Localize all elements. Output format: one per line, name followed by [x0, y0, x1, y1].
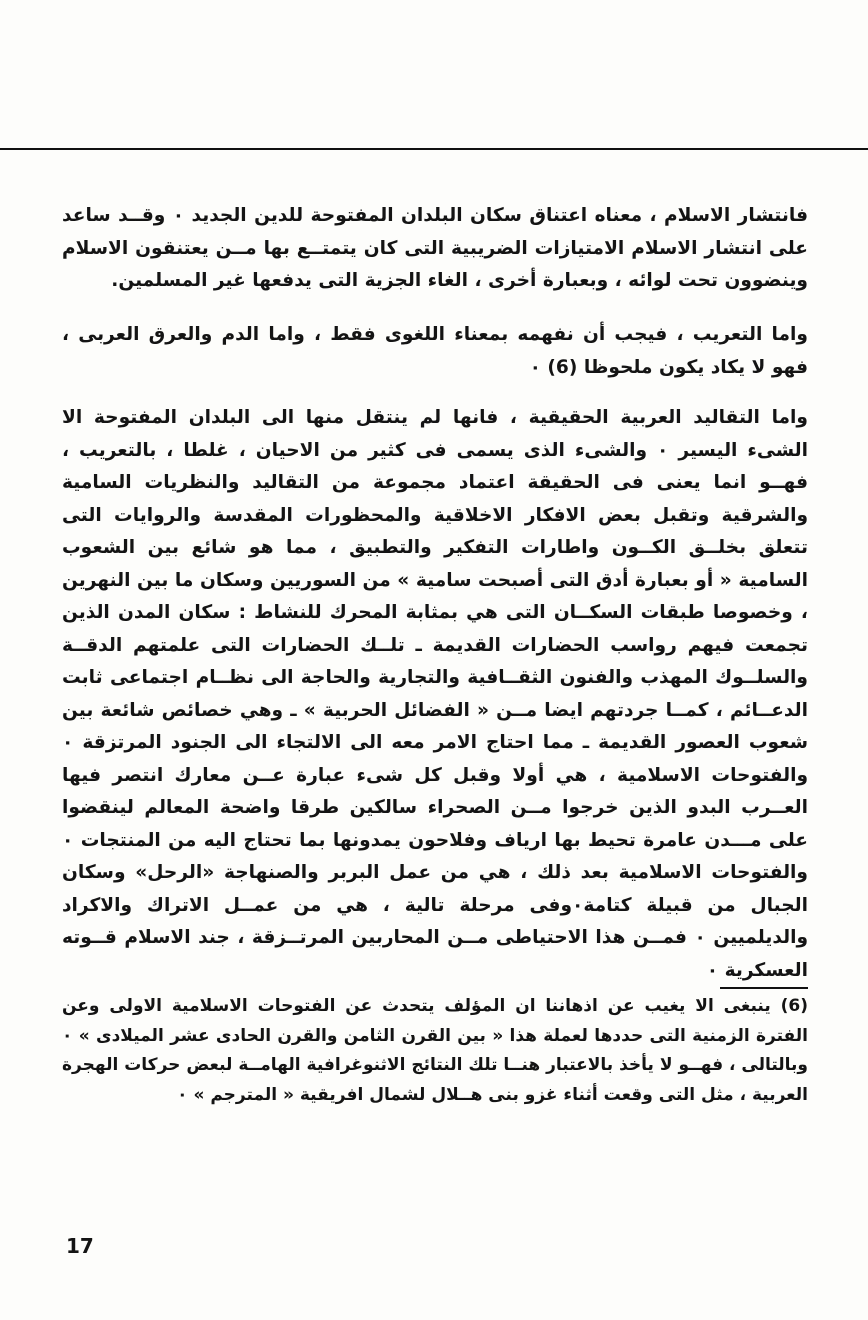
header-rule: [0, 148, 868, 150]
paragraph-text: واما التقاليد العربية الحقيقية ، فانها لم ينتقل منها الى البلدان المفتوحة الا الشىء اليسير ٠ والشىء الذى يسمى فى كثير من الاحيان ، غلطا ، بالتعريب ، فهــو انما يعنى فى الحقيقة اعتماد مجموعة من التقاليد والنظريات السامية والشرقية وتقبل بعض الافكار الاخلاقية والمحظورات المقدسة والروايات التى تتعلق بخلــق الكــون واطارات التفكير والتطبيق ، مما هو شائع بين الشعوب السامية « أو بعبارة أدق التى أصبحت سامية » من السوريين وسكان ما بين النهرين ، وخصوصا طبقات السكــان التى هي بمثابة المحرك للنشاط : سكان المدن الذين تجمعت فيهم رواسب الحضارات القديمة ـ تلــك الحضارات التى علمتهم الدقــة والسلــوك المهذب والفنون الثقــافية والتجارية والحاجة الى نظــام اجتماعى ثابت الدعــائم ، كمــا جردتهم ايضا مــن « الفضائل الحربية » ـ وهي خصائص شائعة بين شعوب العصور القديمة ـ مما احتاج الامر معه الى الالتجاء الى الجنود المرتزقة ٠ والفتوحات الاسلامية ، هي أولا وقبل كل شىء عبارة عــن معارك انتصر فيها العــرب البدو الذين خرجوا مــن الصحراء سالكين طرقا واضحة المعالم لينقضوا على مـــدن عامرة تحيط بها ارياف وفلاحون يمدونها بما تحتاج اليه من المنتجات ٠ والفتوحات الاسلامية بعد ذلك ، هي من عمل البربر والصنهاجة «الرحل» وسكان الجبال من قبيلة كتامة٠وفى مرحلة تالية ، هي من عمــل الاتراك والاكراد والديلميين ٠ فمــن هذا الاحتياطى مــن المحاربين المرتــزقة ، جند الاسلام قــوته العسكرية ٠: [62, 407, 809, 981]
paragraph-text: واما التعريب ، فيجب أن نفهمه بمعناء اللغوى فقط ، واما الدم والعرق العربى ، فهو لا يكاد يكون ملحوظا (6) ٠: [62, 324, 808, 378]
footnote: [62, 992, 808, 1110]
paragraph-text: فانتشار الاسلام ، معناه اعتناق سكان البلدان المفتوحة للدين الجديد ٠ وقــد ساعد على انتشار الاسلام الامتيازات الضريبية التى كان يتمتــع بها مــن يعتنقون الاسلام وينضوون تحت لوائه ، وبعبارة أخرى ، الغاء الجزية التى يدفعها غير المسلمين.: [62, 205, 808, 291]
body-paragraph-1: [62, 200, 808, 298]
page-number: 17: [66, 1234, 94, 1258]
footnote-separator: [720, 987, 808, 989]
body-paragraph-2: [62, 319, 808, 384]
body-paragraph-3: [62, 402, 808, 987]
footnote-text: (6) ينبغى الا يغيب عن اذهاننا ان المؤلف يتحدث عن الفتوحات الاسلامية الاولى وعن الفترة الزمنية التى حددها لعملة هذا « بين القرن الثامن والقرن الحادى عشر الميلادى » ٠ وبالتالى ، فهــو لا يأخذ بالاعتبار هنــا تلك النتائج الاثنوغرافية الهامــة لبعض حركات الهجرة العربية ، مثل التى وقعت أثناء غزو بنى هــلال لشمال افريقية « المترجم » ٠: [62, 996, 808, 1105]
